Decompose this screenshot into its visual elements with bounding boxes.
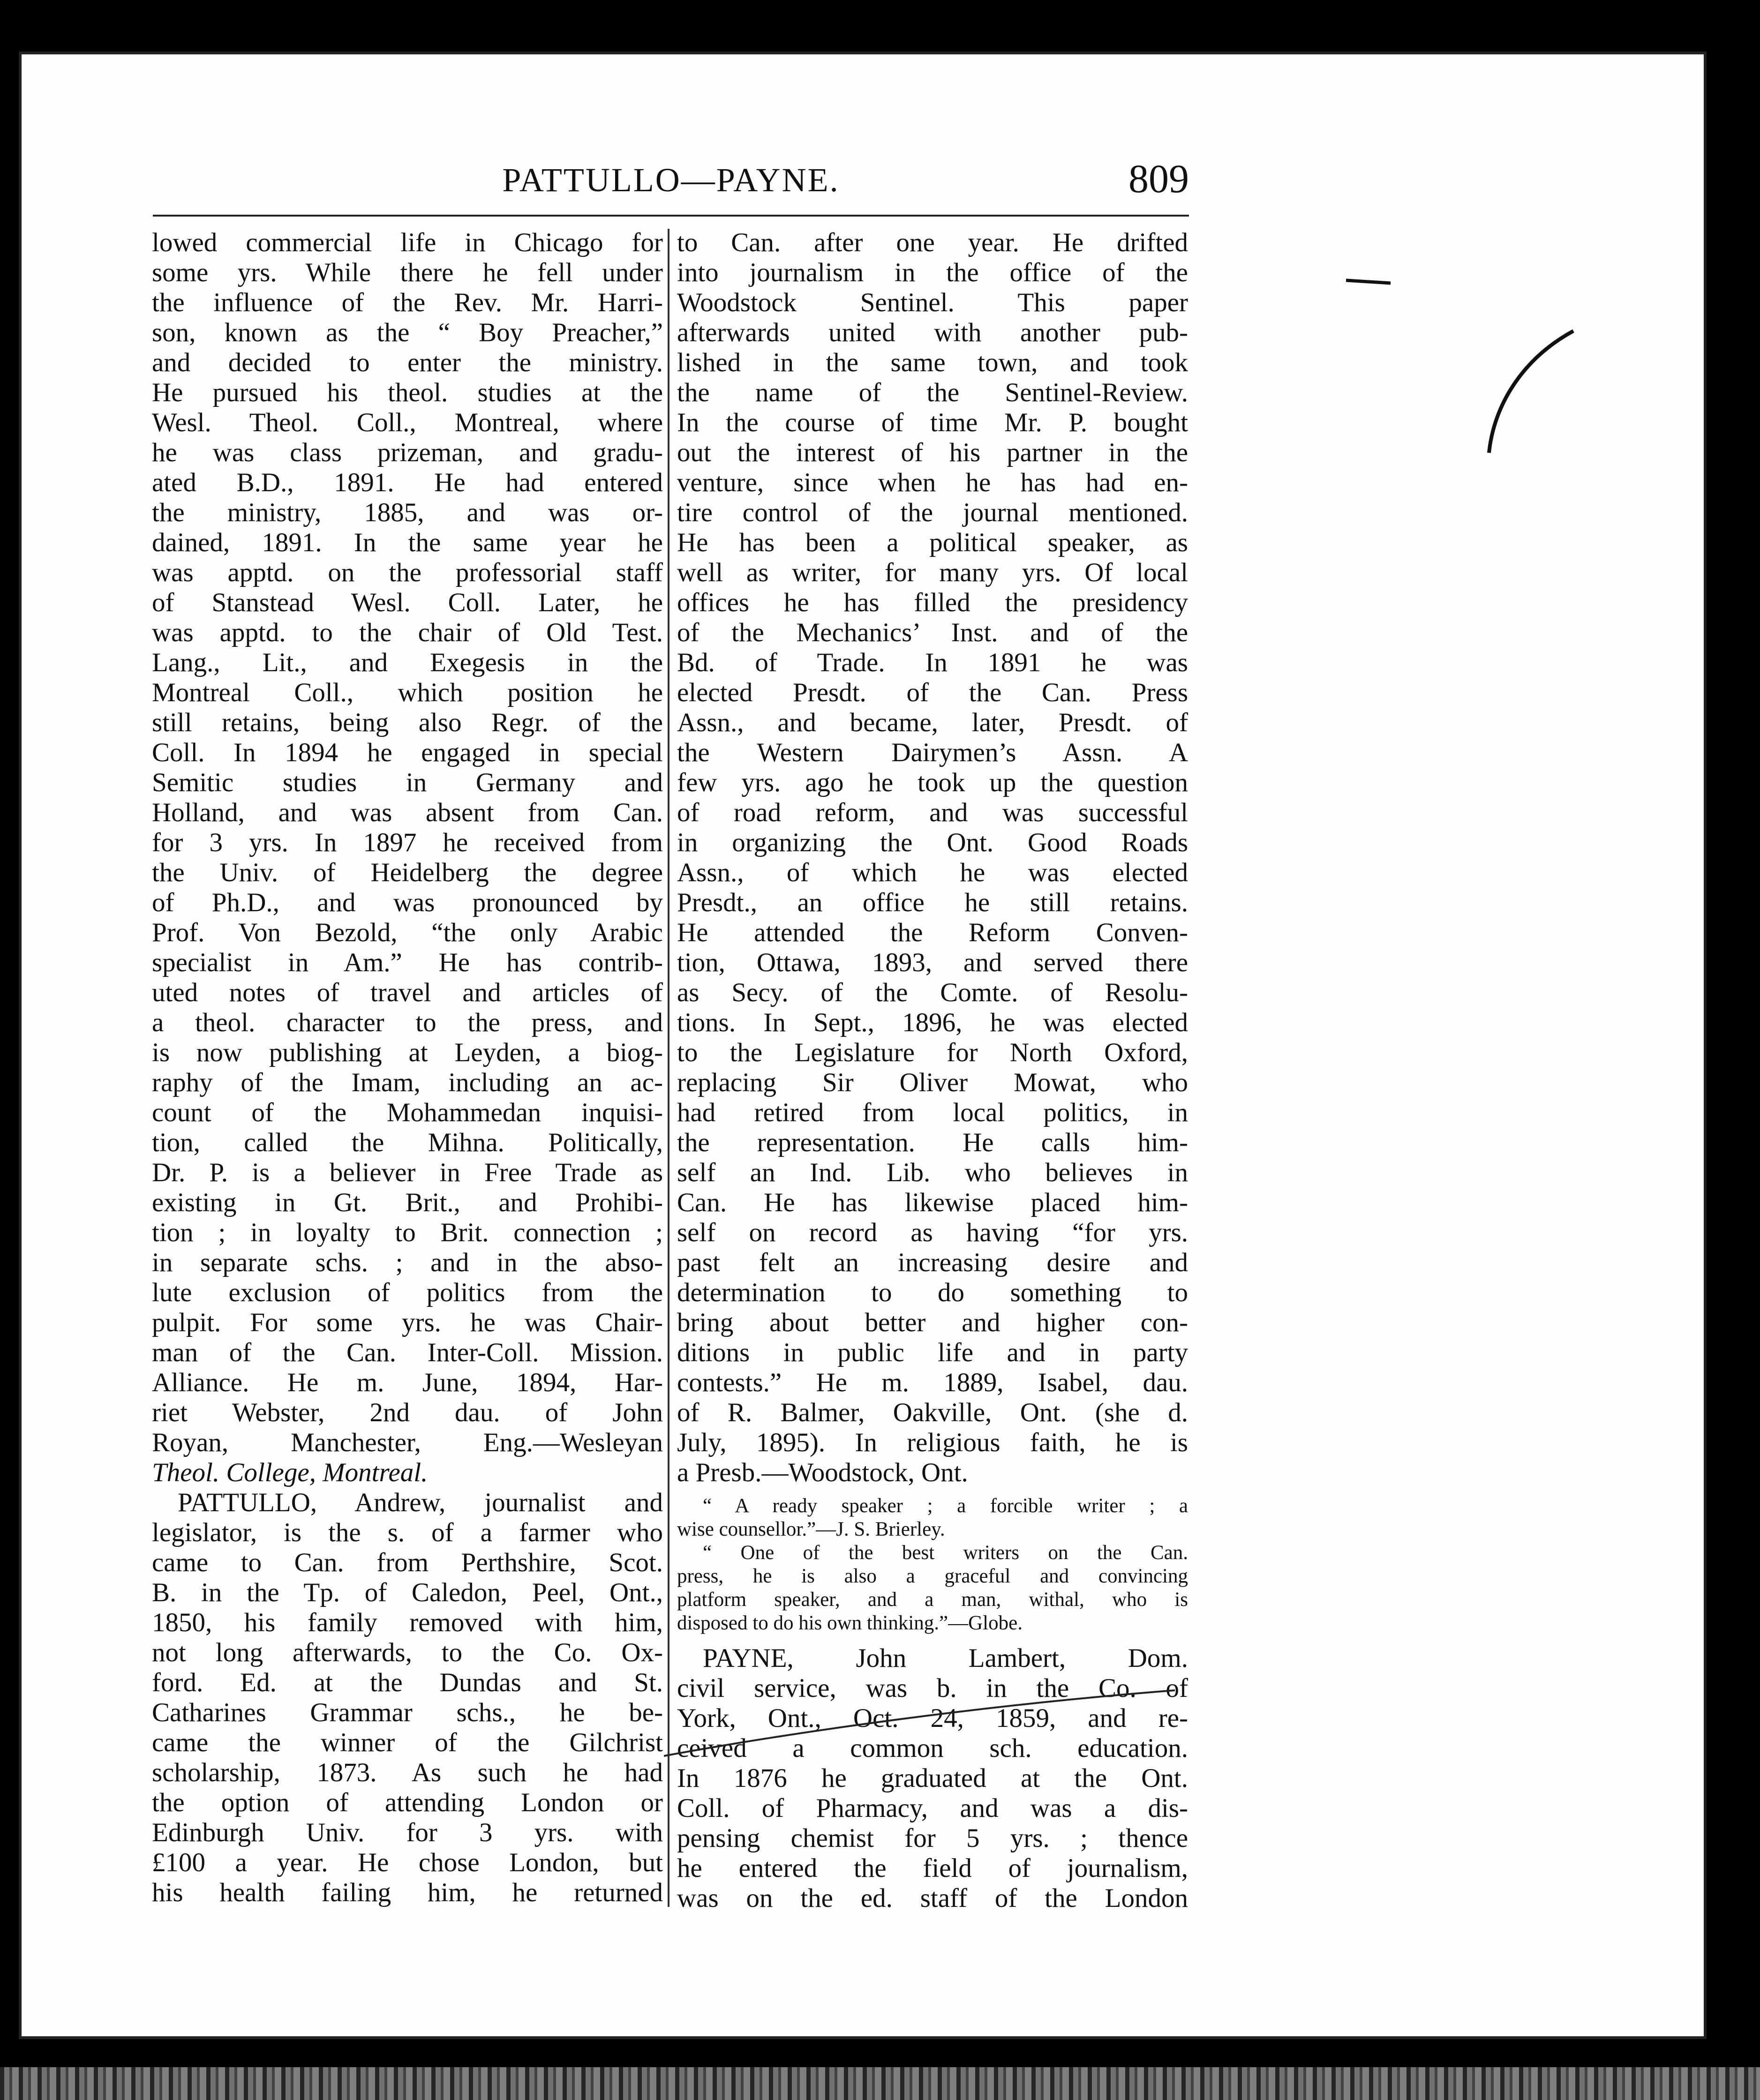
- text-line: ditions in public life and in party: [677, 1338, 1188, 1367]
- text-line: Edinburgh Univ. for 3 yrs. with: [152, 1818, 663, 1847]
- text-line: came to Can. from Perthshire, Scot.: [152, 1548, 663, 1577]
- right-column: [677, 228, 1188, 1913]
- text-line: civil service, was b. in the Co. of: [677, 1673, 1188, 1703]
- text-line: and decided to enter the ministry.: [152, 348, 663, 377]
- spacer: [677, 1488, 1188, 1494]
- text-line: well as writer, for many yrs. Of local: [677, 558, 1188, 587]
- text-line: in separate schs. ; and in the abso-: [152, 1248, 663, 1277]
- entry-heading-pattullo: PATTULLO, Andrew, journalist and: [178, 1488, 663, 1517]
- text-line: York, Ont., Oct. 24, 1859, and re-: [677, 1703, 1188, 1733]
- text-line: he was class prizeman, and gradu-: [152, 438, 663, 467]
- quote-line: platform speaker, and a man, withal, who is: [677, 1589, 1188, 1611]
- text-line: pensing chemist for 5 yrs. ; thence: [677, 1823, 1188, 1853]
- text-line: riet Webster, 2nd dau. of John: [152, 1398, 663, 1427]
- text-line: the representation. He calls him-: [677, 1128, 1188, 1157]
- quote-line: wise counsellor.”—J. S. Brierley.: [677, 1518, 945, 1540]
- text-line: ceived a common sch. education.: [677, 1733, 1188, 1763]
- text-line: of Stanstead Wesl. Coll. Later, he: [152, 588, 663, 617]
- text-line: dained, 1891. In the same year he: [152, 528, 663, 557]
- text-line: tion ; in loyalty to Brit. connection ;: [152, 1218, 663, 1247]
- text-line: 1850, his family removed with him,: [152, 1608, 663, 1637]
- text-line: pulpit. For some yrs. he was Chair-: [152, 1308, 663, 1337]
- text-line: the influence of the Rev. Mr. Harri-: [152, 288, 663, 317]
- text-line: elected Presdt. of the Can. Press: [677, 678, 1188, 707]
- scanned-page: [19, 52, 1707, 2039]
- text-line: in organizing the Ont. Good Roads: [677, 828, 1188, 857]
- text-line: tion, called the Mihna. Politically,: [152, 1128, 663, 1157]
- spacer: [677, 1635, 1188, 1643]
- running-head: [153, 155, 1189, 207]
- text-line: his health failing him, he returned: [152, 1878, 663, 1907]
- text-line: son, known as the “ Boy Preacher,”: [152, 318, 663, 347]
- text-line: he entered the field of journalism,: [677, 1853, 1188, 1883]
- text-line: £100 a year. He chose London, but: [152, 1848, 663, 1877]
- text-line: He has been a political speaker, as: [677, 528, 1188, 557]
- text-line: tions. In Sept., 1896, he was elected: [677, 1008, 1188, 1037]
- text-line: few yrs. ago he took up the question: [677, 768, 1188, 797]
- text-line: In 1876 he graduated at the Ont.: [677, 1763, 1188, 1793]
- column-divider: [668, 229, 669, 1907]
- text-line: of R. Balmer, Oakville, Ont. (she d.: [677, 1398, 1188, 1427]
- text-line: was on the ed. staff of the London: [677, 1883, 1188, 1913]
- text-line: man of the Can. Inter-Coll. Mission.: [152, 1338, 663, 1367]
- text-line: Assn., and became, later, Presdt. of: [677, 708, 1188, 737]
- text-line: ated B.D., 1891. He had entered: [152, 468, 663, 497]
- text-line: ford. Ed. at the Dundas and St.: [152, 1668, 663, 1697]
- quote-line: “ A ready speaker ; a forcible writer ; a: [703, 1495, 1188, 1517]
- text-line: count of the Mohammedan inquisi-: [152, 1098, 663, 1127]
- text-line: Dr. P. is a believer in Free Trade as: [152, 1158, 663, 1187]
- header-rule: [153, 215, 1189, 217]
- text-line: was apptd. to the chair of Old Test.: [152, 618, 663, 647]
- text-line: In the course of time Mr. P. bought: [677, 408, 1188, 437]
- text-line: had retired from local politics, in: [677, 1098, 1188, 1127]
- text-line: Theol. College, Montreal.: [152, 1458, 428, 1487]
- text-line: replacing Sir Oliver Mowat, who: [677, 1068, 1188, 1097]
- text-line: came the winner of the Gilchrist: [152, 1728, 663, 1757]
- text-line: Wesl. Theol. Coll., Montreal, where: [152, 408, 663, 437]
- text-line: of road reform, and was successful: [677, 798, 1188, 827]
- text-line: some yrs. While there he fell under: [152, 258, 663, 287]
- text-line: venture, since when he has had en-: [677, 468, 1188, 497]
- text-line: Woodstock Sentinel. This paper: [677, 288, 1188, 317]
- text-line: raphy of the Imam, including an ac-: [152, 1068, 663, 1097]
- text-line: out the interest of his partner in the: [677, 438, 1188, 467]
- margin-dash-mark: [1344, 275, 1395, 289]
- text-line: He attended the Reform Conven-: [677, 918, 1188, 947]
- text-line: bring about better and higher con-: [677, 1308, 1188, 1337]
- text-line: self on record as having “for yrs.: [677, 1218, 1188, 1247]
- quote-line: “ One of the best writers on the Can.: [703, 1542, 1188, 1564]
- text-line: the ministry, 1885, and was or-: [152, 498, 663, 527]
- text-line: Can. He has likewise placed him-: [677, 1188, 1188, 1217]
- quote-line: press, he is also a graceful and convincing: [677, 1565, 1188, 1587]
- text-line: to Can. after one year. He drifted: [677, 228, 1188, 257]
- text-line: still retains, being also Regr. of the: [152, 708, 663, 737]
- text-line: Coll. In 1894 he engaged in special: [152, 738, 663, 767]
- text-line: past felt an increasing desire and: [677, 1248, 1188, 1277]
- text-line: He pursued his theol. studies at the: [152, 378, 663, 407]
- scan-edge-noise: [0, 2067, 1760, 2100]
- text-line: a Presb.—Woodstock, Ont.: [677, 1458, 968, 1487]
- text-line: the Western Dairymen’s Assn. A: [677, 738, 1188, 767]
- left-column: [152, 228, 663, 1908]
- text-line: Catharines Grammar schs., he be-: [152, 1698, 663, 1727]
- text-line: Coll. of Pharmacy, and was a dis-: [677, 1793, 1188, 1823]
- text-line: the Univ. of Heidelberg the degree: [152, 858, 663, 887]
- page-number: 809: [1128, 156, 1189, 201]
- text-line: Prof. Von Bezold, “the only Arabic: [152, 918, 663, 947]
- text-line: Assn., of which he was elected: [677, 858, 1188, 887]
- text-line: Semitic studies in Germany and: [152, 768, 663, 797]
- text-line: as Secy. of the Comte. of Resolu-: [677, 978, 1188, 1007]
- text-line: contests.” He m. 1889, Isabel, dau.: [677, 1368, 1188, 1397]
- text-line: of the Mechanics’ Inst. and of the: [677, 618, 1188, 647]
- text-line: lowed commercial life in Chicago for: [152, 228, 663, 257]
- text-line: Bd. of Trade. In 1891 he was: [677, 648, 1188, 677]
- text-line: B. in the Tp. of Caledon, Peel, Ont.,: [152, 1578, 663, 1607]
- text-line: Holland, and was absent from Can.: [152, 798, 663, 827]
- text-line: Lang., Lit., and Exegesis in the: [152, 648, 663, 677]
- text-line: not long afterwards, to the Co. Ox-: [152, 1638, 663, 1667]
- text-line: a theol. character to the press, and: [152, 1008, 663, 1037]
- text-line: to the Legislature for North Oxford,: [677, 1038, 1188, 1067]
- text-line: the option of attending London or: [152, 1788, 663, 1817]
- text-line: lute exclusion of politics from the: [152, 1278, 663, 1307]
- text-line: self an Ind. Lib. who believes in: [677, 1158, 1188, 1187]
- text-line: of Ph.D., and was pronounced by: [152, 888, 663, 917]
- text-line: afterwards united with another pub-: [677, 318, 1188, 347]
- text-line: Presdt., an office he still retains.: [677, 888, 1188, 917]
- text-line: legislator, is the s. of a farmer who: [152, 1518, 663, 1547]
- quote-line: disposed to do his own thinking.”—Globe.: [677, 1612, 1023, 1634]
- text-line: Royan, Manchester, Eng.—Wesleyan: [152, 1428, 663, 1457]
- text-line: lished in the same town, and took: [677, 348, 1188, 377]
- text-line: into journalism in the office of the: [677, 258, 1188, 287]
- text-line: offices he has filled the presidency: [677, 588, 1188, 617]
- text-line: is now publishing at Leyden, a biog-: [152, 1038, 663, 1067]
- text-line: tire control of the journal mentioned.: [677, 498, 1188, 527]
- entry-heading-payne: PAYNE, John Lambert, Dom.: [703, 1643, 1188, 1673]
- text-line: tion, Ottawa, 1893, and served there: [677, 948, 1188, 977]
- text-line: Alliance. He m. June, 1894, Har-: [152, 1368, 663, 1397]
- text-line: scholarship, 1873. As such he had: [152, 1758, 663, 1787]
- running-title: PATTULLO—PAYNE.: [502, 161, 840, 199]
- text-line: uted notes of travel and articles of: [152, 978, 663, 1007]
- pen-stroke-mark: [1484, 317, 1578, 458]
- text-line: the name of the Sentinel-Review.: [677, 378, 1188, 407]
- text-line: for 3 yrs. In 1897 he received from: [152, 828, 663, 857]
- text-line: specialist in Am.” He has contrib-: [152, 948, 663, 977]
- text-line: determination to do something to: [677, 1278, 1188, 1307]
- text-line: existing in Gt. Brit., and Prohibi-: [152, 1188, 663, 1217]
- text-line: was apptd. on the professorial staff: [152, 558, 663, 587]
- text-line: July, 1895). In religious faith, he is: [677, 1428, 1188, 1457]
- text-line: Montreal Coll., which position he: [152, 678, 663, 707]
